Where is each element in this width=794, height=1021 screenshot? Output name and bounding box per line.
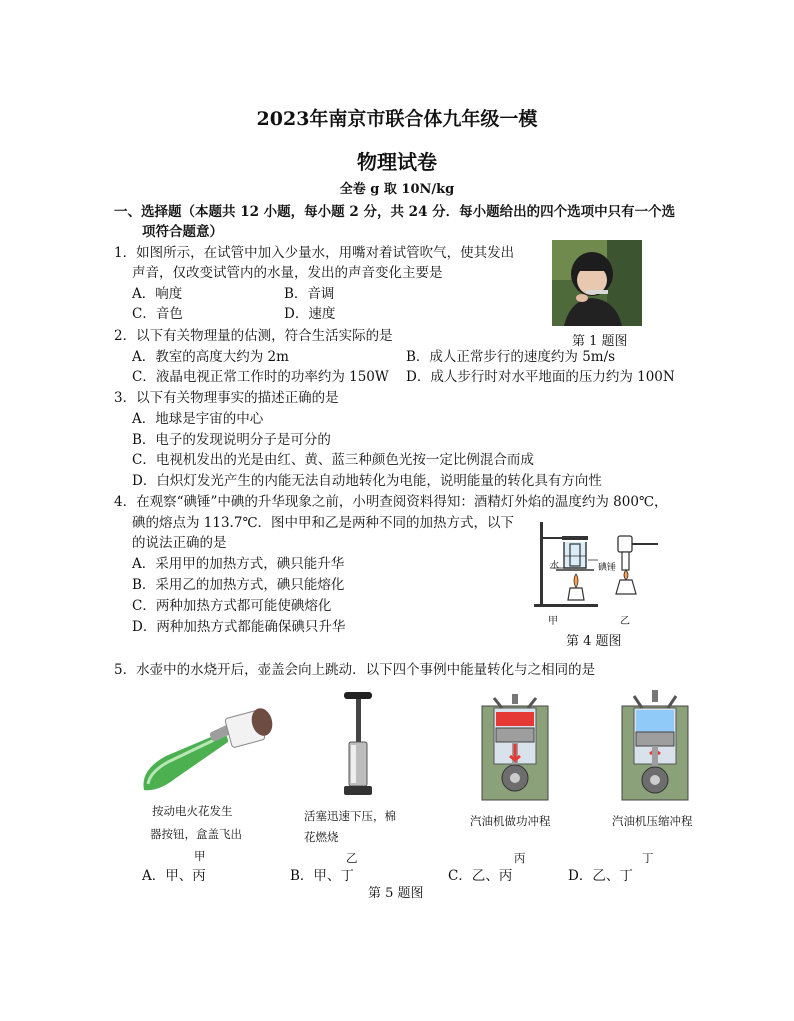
q1-stem-line2: 声音，仅改变试管内的水量，发出的声音变化主要是 (132, 265, 443, 281)
q1-option-a: A．响度 (132, 286, 183, 302)
q2-option-d: D．成人步行时对水平地面的压力约为 100N (406, 369, 675, 385)
q5-fig1-caption-line2: 器按钮，盒盖飞出 (150, 827, 242, 841)
q5-figure-piston-pump (338, 690, 378, 802)
q4-option-a: A．采用甲的加热方式，碘只能升华 (132, 556, 345, 572)
q5-figure-engine-power-stroke (480, 690, 550, 802)
q5-figure-engine-compression-stroke (620, 686, 690, 802)
exam-title: 2023年南京市联合体九年级一模 (256, 108, 538, 130)
q5-fig2-caption-line1: 活塞迅速下压，棉 (304, 809, 396, 823)
q3-stem: 3．以下有关物理事实的描述正确的是 (114, 390, 339, 406)
q5-fig4-tag: 丁 (642, 851, 654, 865)
q1-option-d: D．速度 (284, 306, 336, 322)
q4-stem-line2: 碘的熔点为 113.7℃．图中甲和乙是两种不同的加热方式，以下 (132, 515, 515, 531)
q3-option-b: B．电子的发现说明分子是可分的 (132, 432, 331, 448)
q5-option-a: A．甲、丙 (142, 868, 206, 884)
q4-label-iodine-hammer: 碘锤 (598, 563, 617, 573)
q5-figure-caption: 第 5 题图 (368, 886, 424, 901)
section-heading-line2: 项符合题意） (142, 224, 223, 240)
q2-stem: 2．以下有关物理量的估测，符合生活实际的是 (114, 328, 393, 344)
q4-option-c: C．两种加热方式都可能使碘熔化 (132, 598, 332, 614)
section-heading (114, 202, 675, 242)
q1-option-b: B．音调 (284, 286, 335, 302)
q2-option-b: B．成人正常步行的速度约为 5m/s (406, 349, 616, 365)
q2-option-c: C．液晶电视正常工作时的功率约为 150W (132, 369, 389, 385)
q4-option-d: D．两种加热方式都能确保碘只升华 (132, 619, 346, 635)
q4-label-yi: 乙 (620, 616, 630, 627)
q5-fig4-caption: 汽油机压缩冲程 (612, 814, 693, 828)
q5-fig2-tag: 乙 (346, 851, 358, 865)
q4-stem-line3: 的说法正确的是 (132, 535, 227, 551)
exam-subject: 物理试卷 (357, 150, 437, 174)
q1-photo-girl-blowing-tube (552, 240, 642, 326)
q3-option-d: D．白炽灯发光产生的内能无法自动地转化为电能，说明能量的转化具有方向性 (132, 473, 602, 489)
q5-fig2-caption-line2: 花燃烧 (304, 830, 339, 844)
section-heading-line1: 一、选择题（本题共 12 小题，每小题 2 分，共 24 分．每小题给出的四个选项中只有一个选 (114, 204, 676, 220)
q3-option-a: A．地球是宇宙的中心 (132, 411, 264, 427)
q1-figure-caption: 第 1 题图 (572, 334, 628, 349)
q4-stem-line1: 4．在观察“碘锤”中碘的升华现象之前，小明查阅资料得知：酒精灯外焰的温度约为 800℃， (114, 494, 668, 510)
q5-fig1-tag: 甲 (194, 849, 206, 863)
q3-option-c: C．电视机发出的光是由红、黄、蓝三种颜色光按一定比例混合而成 (132, 452, 534, 468)
q5-option-d: D．乙、丁 (568, 868, 633, 884)
q4-figure-caption: 第 4 题图 (566, 634, 622, 649)
q1-stem-line1: 1．如图所示，在试管中加入少量水，用嘴对着试管吹气，使其发出 (114, 245, 515, 261)
q5-stem: 5．水壶中的水烧开后，壶盖会向上跳动．以下四个事例中能量转化与之相同的是 (114, 662, 596, 678)
q5-figure-spark-generator (136, 700, 278, 798)
q4-label-jia: 甲 (548, 616, 558, 627)
q5-fig3-caption: 汽油机做功冲程 (470, 814, 551, 828)
q5-option-c: C．乙、丙 (448, 868, 513, 884)
q4-option-b: B．采用乙的加热方式，碘只能熔化 (132, 577, 345, 593)
q1-option-c: C．音色 (132, 306, 183, 322)
q4-heating-apparatus-diagram (528, 518, 662, 614)
q5-fig1-caption-line1: 按动电火花发生 (152, 804, 233, 818)
exam-note: 全卷 g 取 10N/kg (339, 182, 455, 197)
q2-option-a: A．教室的高度大约为 2m (132, 349, 289, 365)
q4-label-water: 水 (550, 561, 560, 571)
q5-option-b: B．甲、丁 (290, 868, 354, 884)
q5-fig3-tag: 丙 (514, 851, 526, 865)
